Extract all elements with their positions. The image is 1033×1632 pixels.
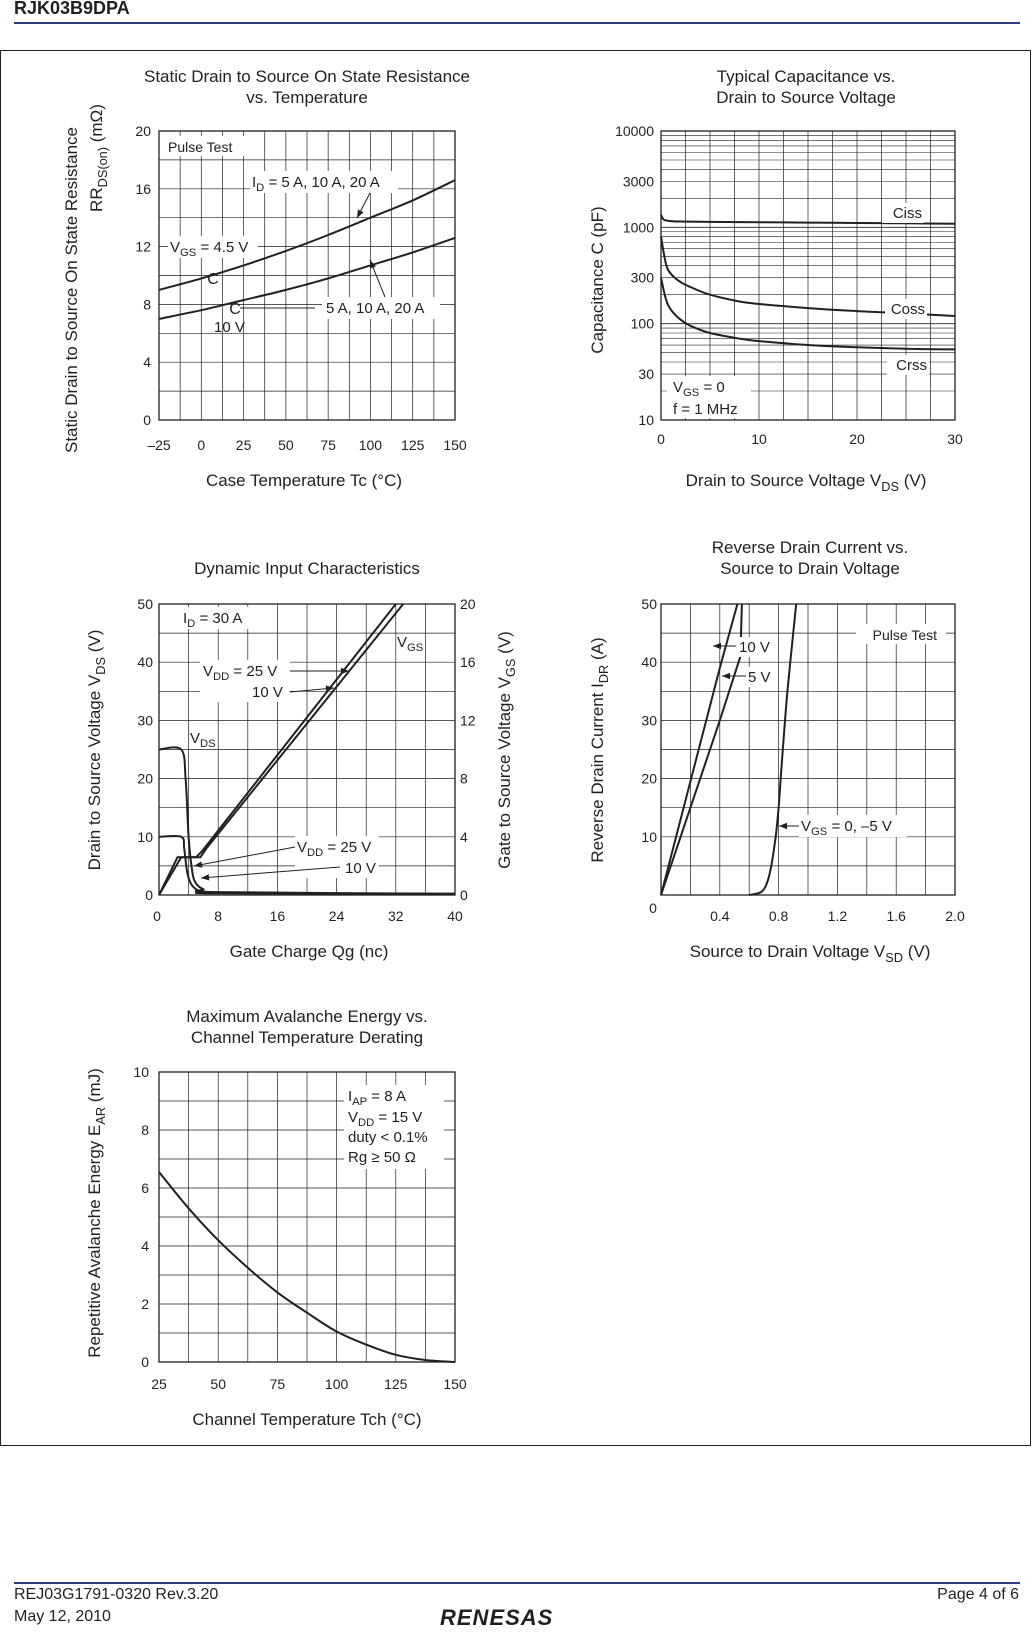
x-tick-label: 2.0 xyxy=(945,908,965,924)
x-tick-label: 8 xyxy=(214,908,223,924)
x-axis-label: Drain to Source Voltage $V_{DS}$ (V) xyxy=(685,471,927,494)
x-tick-label: 1.6 xyxy=(886,908,906,924)
arrow-10v-bottom-head xyxy=(201,874,209,880)
x-tick-label: –25 xyxy=(147,437,171,453)
footer-rule xyxy=(14,1582,1020,1584)
y-tick-label: 4 xyxy=(141,1238,149,1254)
y-tick-label: 50 xyxy=(641,596,657,612)
arrow-vgs-head xyxy=(779,823,787,829)
x-tick-label: 100 xyxy=(324,1376,349,1392)
part-number: RJK03B9DPA xyxy=(14,0,130,18)
y-tick-label: 8 xyxy=(143,296,151,313)
x-tick-label: 0 xyxy=(657,431,665,447)
page-number: Page 4 of 6 xyxy=(937,1586,1019,1603)
y-tick-label: 20 xyxy=(135,123,151,139)
chart-title-line2: vs. Temperature xyxy=(246,88,368,107)
y-tick-label-right: 12 xyxy=(460,712,476,729)
annotation-10v: 10 V xyxy=(214,319,245,336)
y-axis-label: Reverse Drain Current $I_{DR}$ (A) xyxy=(588,637,611,863)
y-tick-label: 100 xyxy=(630,315,654,332)
y-tick-label: 2 xyxy=(141,1296,149,1312)
y-tick-label: 4 xyxy=(143,354,151,371)
chart-title-line2: Channel Temperature Derating xyxy=(190,1028,424,1047)
x-tick-label: 0 xyxy=(153,908,161,924)
y-tick-label-left: 30 xyxy=(137,712,153,729)
document-date: May 12, 2010 xyxy=(14,1608,111,1625)
chart-reverse-drain xyxy=(588,538,965,965)
y-tick-label-left: 40 xyxy=(137,654,153,671)
x-tick-label: 24 xyxy=(328,908,345,924)
x-tick-label: 150 xyxy=(443,437,467,453)
annotation-duty: duty < 0.1% xyxy=(348,1129,428,1146)
y-axis-label: Repetitive Avalanche Energy $E_{AR}$ (mJ) xyxy=(85,1068,108,1358)
annotation-pulse-test: Pulse Test xyxy=(168,139,233,155)
y-tick-label: 0 xyxy=(141,1354,149,1370)
x-tick-label: 125 xyxy=(384,1376,408,1392)
x-tick-label: 1.2 xyxy=(827,908,848,924)
y-tick-label: 3000 xyxy=(622,173,654,190)
x-tick-label: 100 xyxy=(358,437,383,453)
chart-title-line1: Static Drain to Source On State Resistance xyxy=(144,67,470,86)
y-tick-label-right: 4 xyxy=(460,828,468,845)
annotation-10v-top: 10 V xyxy=(252,684,283,701)
y-tick-label-right: 16 xyxy=(460,654,476,671)
logo-text: RENESAS xyxy=(440,1605,554,1630)
annotation-vgs: $V_{GS}$ xyxy=(397,634,424,655)
y-tick-label: 10 xyxy=(641,828,657,845)
arrow-vdd-25-bottom-head xyxy=(194,861,202,867)
x-tick-label: 0.4 xyxy=(710,908,730,924)
annotation-vgs-45: $V_{GS} = 4.5$ V xyxy=(170,239,249,260)
y-axis-label-units: $RR_{DS(on)}$ (mΩ) xyxy=(87,104,110,212)
y-tick-label: 20 xyxy=(641,770,657,787)
chart-title: Dynamic Input Characteristics xyxy=(194,559,420,578)
y-axis-label-left: Drain to Source Voltage $V_{DS}$ (V) xyxy=(85,629,108,871)
x-tick-label: 25 xyxy=(235,437,252,453)
x-tick-label: 50 xyxy=(278,437,294,453)
y-tick-label: 10000 xyxy=(615,123,654,139)
x-axis-label: Source to Drain Voltage $V_{SD}$ (V) xyxy=(689,942,931,965)
y-tick-label-left: 0 xyxy=(145,887,153,903)
annotation-pulse-test: Pulse Test xyxy=(872,627,937,643)
y-tick-label-right: 8 xyxy=(460,770,468,787)
series-label-vgs: $V_{GS} = 0$, –5 V xyxy=(801,818,892,839)
y-tick-label: 6 xyxy=(141,1180,149,1196)
x-tick-label: 10 xyxy=(751,431,767,447)
x-tick-label: 25 xyxy=(151,1376,167,1392)
y-tick-label: 40 xyxy=(641,654,657,671)
y-tick-label: 30 xyxy=(638,366,654,383)
series-label-5v: 5 V xyxy=(748,669,771,686)
annotation-vgs-0: $V_{GS} = 0$ xyxy=(673,379,725,400)
annotation-vdd-25-bottom: $V_{DD} = 25$ V xyxy=(297,839,372,860)
x-tick-label: 75 xyxy=(269,1376,286,1392)
x-tick-label: 125 xyxy=(401,437,425,453)
y-axis-label: Capacitance C (pF) xyxy=(588,206,607,354)
annotation-vds: $V_{DS}$ xyxy=(190,730,216,751)
annotation-id: $I_D = 30$ A xyxy=(183,610,243,631)
chart-title-line1: Maximum Avalanche Energy vs. xyxy=(186,1007,428,1026)
x-tick-label: 20 xyxy=(849,431,865,447)
chart-capacitance xyxy=(588,67,963,494)
arrow-5v-head xyxy=(722,673,730,679)
x-tick-label: 0 xyxy=(649,900,657,916)
y-tick-label: 0 xyxy=(143,412,151,428)
y-axis-label: Static Drain to Source On State Resistance xyxy=(62,127,81,453)
y-tick-label: 1000 xyxy=(622,219,654,236)
chart-title-line1: Typical Capacitance vs. xyxy=(716,67,896,86)
bracket-icon: C xyxy=(229,301,241,318)
x-tick-label: 0.8 xyxy=(768,908,789,924)
y-tick-label-left: 10 xyxy=(137,828,153,845)
y-tick-label: 10 xyxy=(638,412,654,428)
renesas-logo xyxy=(440,1604,590,1630)
chart-title-line2: Source to Drain Voltage xyxy=(720,559,900,578)
annotation-currents: 5 A, 10 A, 20 A xyxy=(326,300,425,317)
chart-dynamic-input xyxy=(85,559,518,961)
chart-title-line1: Reverse Drain Current vs. xyxy=(711,538,909,557)
y-tick-label: 16 xyxy=(135,180,151,197)
arrow-10v-head xyxy=(713,643,721,649)
series-label: Coss xyxy=(890,301,925,318)
annotation-id-currents: $I_D = 5$ A, 10 A, 20 A xyxy=(252,174,380,195)
y-tick-label-left: 20 xyxy=(137,770,153,787)
y-tick-label-left: 50 xyxy=(137,596,153,612)
x-tick-label: 32 xyxy=(388,908,404,924)
y-axis-label-right: Gate to Source Voltage $V_{GS}$ (V) xyxy=(495,631,518,869)
x-tick-label: 0 xyxy=(197,437,206,453)
annotation-vdd: $V_{DD} = 15$ V xyxy=(348,1109,423,1130)
series-label: Ciss xyxy=(892,205,922,222)
series-label: Crss xyxy=(896,357,927,374)
y-tick-label-right: 20 xyxy=(460,596,476,612)
x-axis-label: Case Temperature Tc (°C) xyxy=(205,471,403,490)
annotation-vdd-25-top: $V_{DD} = 25$ V xyxy=(203,663,278,684)
arrow-id-head xyxy=(357,209,364,218)
y-tick-label: 30 xyxy=(641,712,657,729)
y-tick-label-right: 0 xyxy=(460,887,468,903)
x-tick-label: 150 xyxy=(443,1376,467,1392)
arrow-vdd-25-bottom xyxy=(194,847,295,866)
y-tick-label: 8 xyxy=(141,1122,149,1138)
x-axis-label: Channel Temperature Tch (°C) xyxy=(192,1410,422,1429)
x-tick-label: 50 xyxy=(210,1376,226,1392)
chart-title-line2: Drain to Source Voltage xyxy=(716,88,896,107)
annotation-rg: Rg ≥ 50 Ω xyxy=(348,1149,416,1166)
y-tick-label: 300 xyxy=(630,269,654,286)
annotation-iap: $I_{AP} = 8$ A xyxy=(348,1088,406,1109)
x-tick-label: 16 xyxy=(269,908,286,924)
y-tick-label: 10 xyxy=(133,1064,149,1080)
annotation-frequency: f = 1 MHz xyxy=(673,401,738,418)
annotation-10v-bottom: 10 V xyxy=(345,860,376,877)
chart-avalanche-energy xyxy=(85,1007,467,1429)
series-label-10v: 10 V xyxy=(739,639,770,656)
bracket-icon: C xyxy=(207,271,219,288)
x-tick-label: 30 xyxy=(947,431,963,447)
x-tick-label: 75 xyxy=(320,437,336,453)
chart-rds-vs-temp xyxy=(62,67,470,490)
x-axis-label: Gate Charge Qg (nc) xyxy=(229,942,389,961)
document-id: REJ03G1791-0320 Rev.3.20 xyxy=(14,1586,219,1603)
x-tick-label: 40 xyxy=(447,908,463,924)
y-tick-label: 12 xyxy=(135,238,151,255)
